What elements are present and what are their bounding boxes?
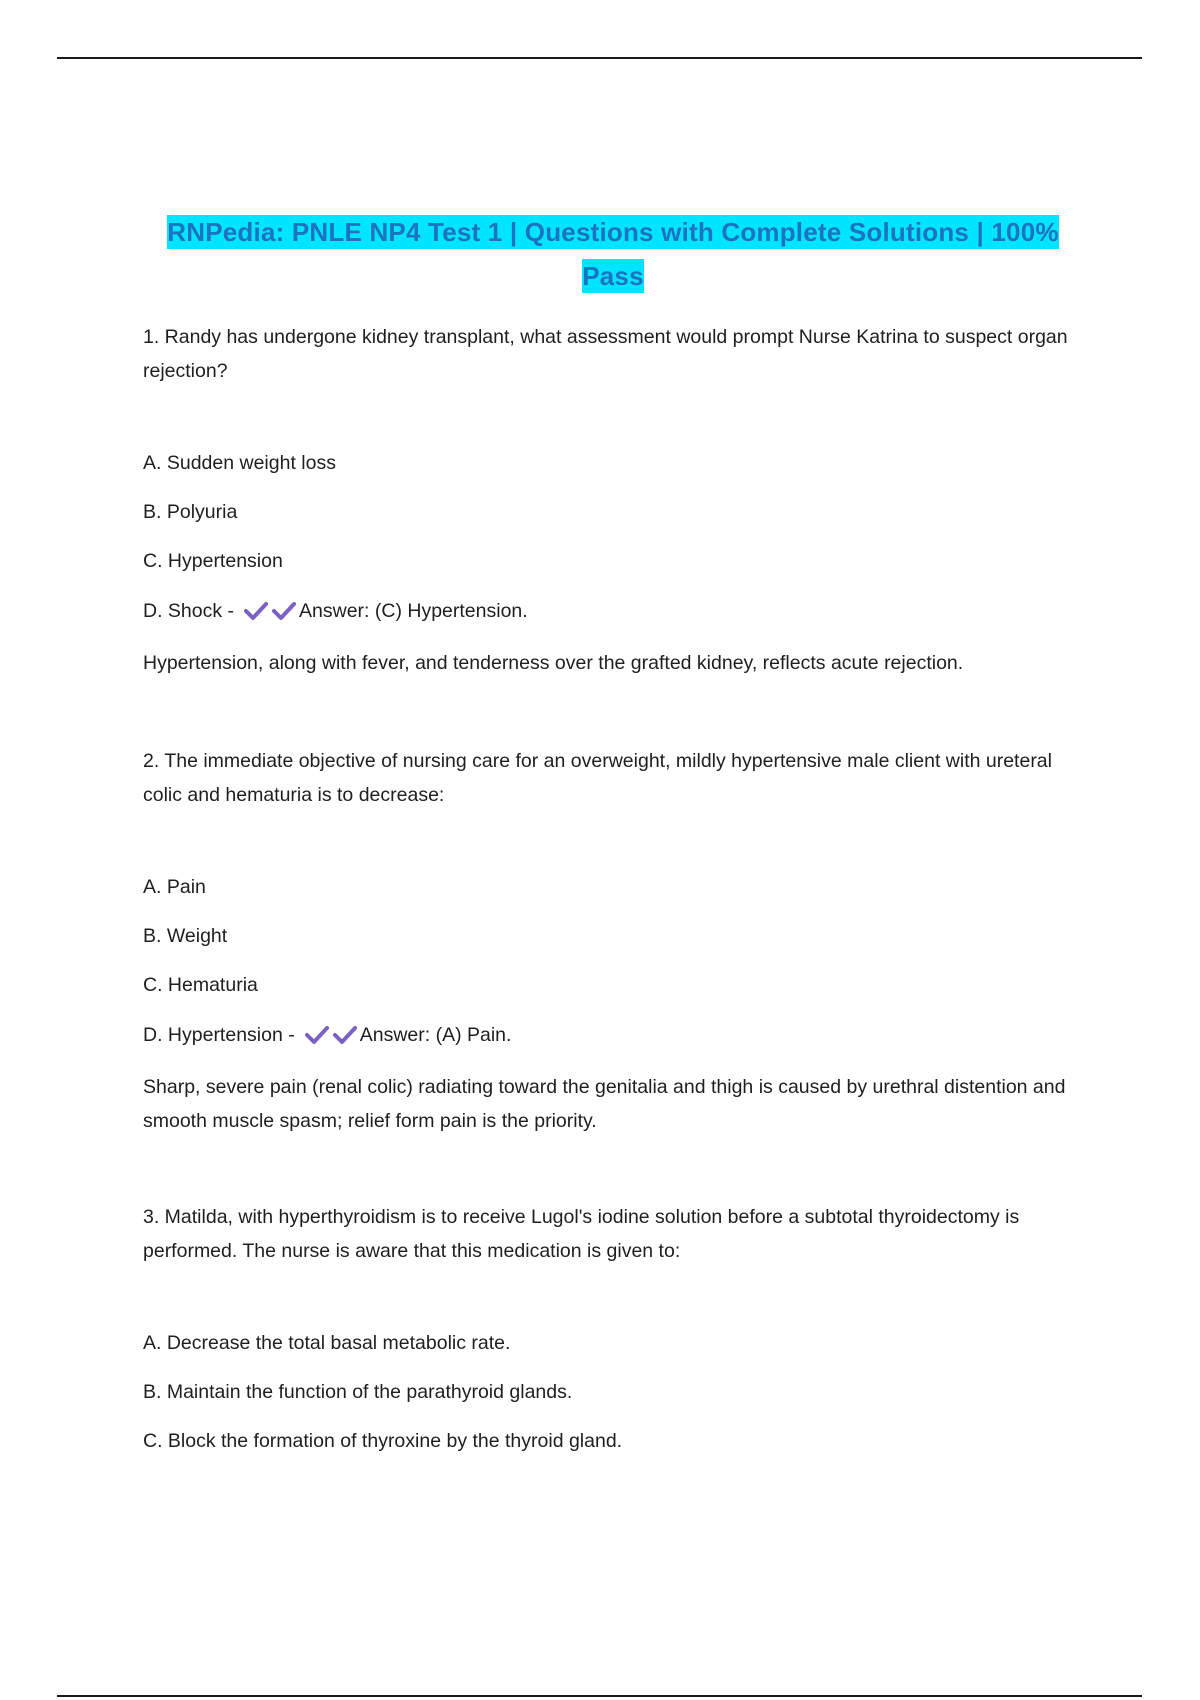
check-icon: [272, 601, 296, 621]
option-b: B. Polyuria: [143, 501, 238, 523]
top-rule: [57, 57, 1142, 59]
rationale-text: Sharp, severe pain (renal colic) radiating toward the genitalia and thigh is caused by urethral distention and smooth muscle spasm; relief form pain is the priority.: [143, 1076, 1066, 1132]
option-a: A. Decrease the total basal metabolic rate.: [143, 1332, 511, 1354]
question-text: 1. Randy has undergone kidney transplant, what assessment would prompt Nurse Katrina to suspect organ rejection?: [143, 326, 1068, 382]
answer-checks: [305, 1025, 357, 1045]
option-d-answer-line: [143, 597, 1083, 625]
question-text: 2. The immediate objective of nursing care for an overweight, mildly hypertensive male client with ureteral colic and hematuria is to decrease:: [143, 750, 1052, 806]
option-d-answer-line: [143, 1021, 1083, 1049]
question-block-2: [143, 744, 1083, 1138]
question-block-1: [143, 320, 1083, 680]
bottom-rule: [57, 1695, 1142, 1697]
option-c: C. Block the formation of thyroxine by the thyroid gland.: [143, 1430, 623, 1452]
document-title-text: RNPedia: PNLE NP4 Test 1 | Questions with Complete Solutions | 100% Pass: [167, 217, 1059, 291]
option-d: D. Shock -: [143, 600, 235, 622]
option-b: B. Weight: [143, 925, 228, 947]
answer-text: Answer: (A) Pain.: [359, 1024, 512, 1046]
answer-text: Answer: (C) Hypertension.: [299, 600, 528, 622]
option-a: A. Pain: [143, 876, 206, 898]
rationale-text: Hypertension, along with fever, and tenderness over the grafted kidney, reflects acute rejection.: [143, 652, 964, 674]
option-d: D. Hypertension -: [143, 1024, 295, 1046]
question-text: 3. Matilda, with hyperthyroidism is to receive Lugol's iodine solution before a subtotal thyroidectomy is performed. The nurse is aware that this medication is given to:: [143, 1206, 1020, 1262]
check-icon: [305, 1025, 329, 1045]
option-c: C. Hypertension: [143, 550, 283, 572]
question-block-3: [143, 1200, 1083, 1454]
document-title: [143, 210, 1083, 298]
option-a: A. Sudden weight loss: [143, 452, 336, 474]
check-icon: [244, 601, 268, 621]
document-page: [143, 210, 1083, 1477]
option-c: C. Hematuria: [143, 974, 258, 996]
check-icon: [333, 1025, 357, 1045]
answer-checks: [244, 601, 296, 621]
option-b: B. Maintain the function of the parathyroid glands.: [143, 1381, 573, 1403]
